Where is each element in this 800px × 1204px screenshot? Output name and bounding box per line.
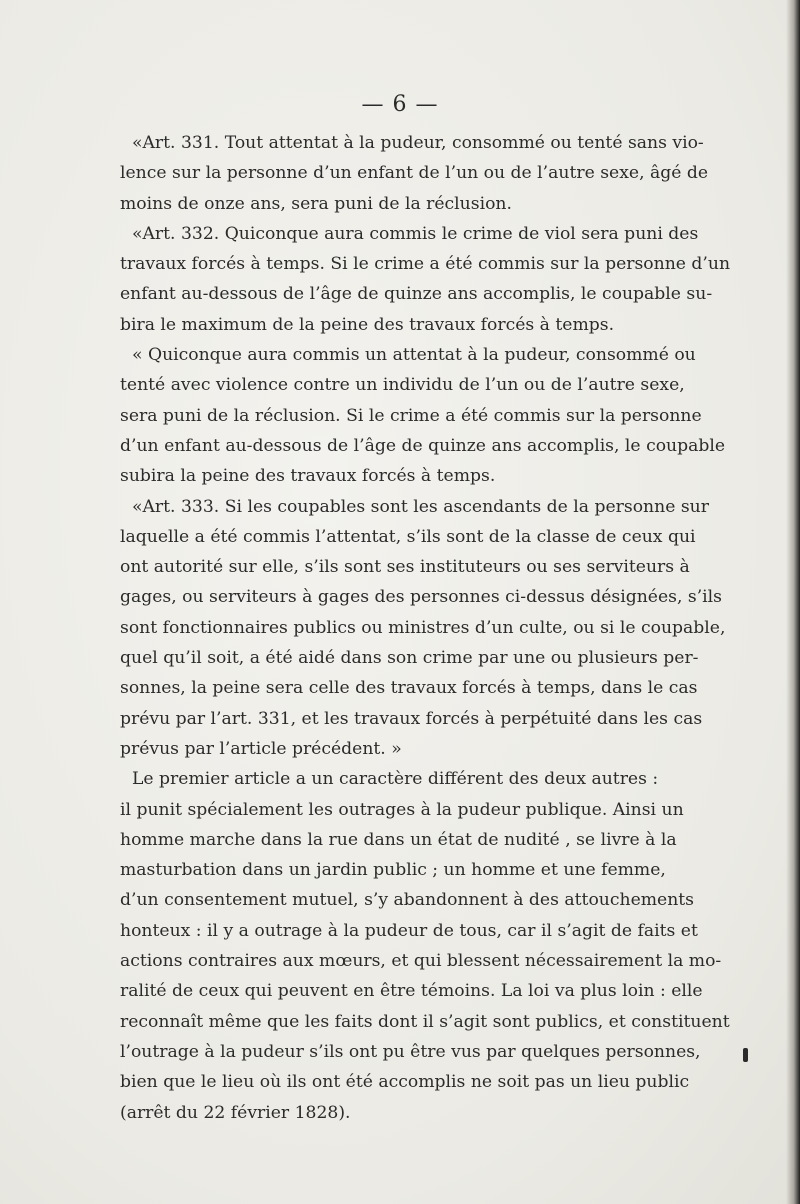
text-line: honteux : il y a outrage à la pudeur de tous, car il s’agit de faits et: [120, 920, 698, 941]
text-line: sonnes, la peine sera celle des travaux forcés à temps, dans le cas: [120, 678, 698, 699]
text-line: enfant au-dessous de l’âge de quinze ans accomplis, le coupable su-: [120, 284, 713, 305]
body-text: [120, 128, 788, 1128]
text-line: laquelle a été commis l’attentat, s’ils sont de la classe de ceux qui: [120, 526, 696, 547]
paragraph-quiconque: [120, 340, 788, 491]
paragraph-commentary: [120, 764, 788, 1128]
ink-speck: [743, 1048, 748, 1062]
text-line: bira le maximum de la peine des travaux forcés à temps.: [120, 314, 615, 335]
text-line: quel qu’il soit, a été aidé dans son crime par une ou plusieurs per-: [120, 648, 699, 669]
text-line: « Quiconque aura commis un attentat à la pudeur, consommé ou: [132, 345, 696, 366]
text-line: «Art. 331. Tout attentat à la pudeur, consommé ou tenté sans vio-: [132, 133, 704, 153]
text-line: masturbation dans un jardin public ; un homme et une femme,: [120, 860, 666, 881]
text-line: ont autorité sur elle, s’ils sont ses instituteurs ou ses serviteurs à: [120, 557, 690, 578]
text-line: homme marche dans la rue dans un état de nudité , se livre à la: [120, 829, 677, 850]
text-line: lence sur la personne d’un enfant de l’un ou de l’autre sexe, âgé de: [120, 163, 709, 184]
paragraph-art-331: [120, 128, 788, 219]
text-line: l’outrage à la pudeur s’ils ont pu être vus par quelques personnes,: [120, 1041, 701, 1062]
paragraph-art-333: [120, 492, 788, 765]
text-line: ralité de ceux qui peuvent en être témoins. La loi va plus loin : elle: [120, 981, 703, 1002]
text-line: d’un consentement mutuel, s’y abandonnent à des attouchements: [120, 890, 695, 911]
text-line: gages, ou serviteurs à gages des personnes ci-dessus désignées, s’ils: [120, 587, 722, 608]
text-line: (arrêt du 22 février 1828).: [120, 1102, 351, 1123]
text-line: «Art. 332. Quiconque aura commis le crime de viol sera puni des: [132, 223, 699, 244]
text-line: sont fonctionnaires publics ou ministres d’un culte, ou si le coupable,: [120, 617, 726, 638]
text-line: d’un enfant au-dessous de l’âge de quinze ans accomplis, le coupable: [120, 435, 726, 456]
text-line: bien que le lieu où ils ont été accomplis ne soit pas un lieu public: [120, 1072, 690, 1093]
text-line: Le premier article a un caractère différent des deux autres :: [132, 769, 659, 790]
text-line: «Art. 333. Si les coupables sont les ascendants de la personne sur: [132, 496, 709, 517]
text-line: subira la peine des travaux forcés à temps.: [120, 466, 496, 487]
text-line: actions contraires aux mœurs, et qui blessent nécessairement la mo-: [120, 951, 722, 972]
text-line: prévu par l’art. 331, et les travaux forcés à perpétuité dans les cas: [120, 708, 703, 729]
text-line: sera puni de la réclusion. Si le crime a été commis sur la personne: [120, 405, 702, 426]
page-number: — 6 —: [361, 92, 439, 117]
text-line: il punit spécialement les outrages à la pudeur publique. Ainsi un: [120, 799, 684, 820]
text-line: travaux forcés à temps. Si le crime a été commis sur la personne d’un: [120, 254, 731, 275]
text-line: reconnaît même que les faits dont il s’agit sont publics, et constituent: [120, 1011, 730, 1032]
paragraph-art-332: [120, 219, 788, 340]
text-line: moins de onze ans, sera puni de la réclusion.: [120, 193, 512, 214]
page-edge-shadow: [786, 0, 800, 1204]
text-line: prévus par l’article précédent. »: [120, 738, 402, 759]
text-line: tenté avec violence contre un individu de l’un ou de l’autre sexe,: [120, 375, 685, 396]
